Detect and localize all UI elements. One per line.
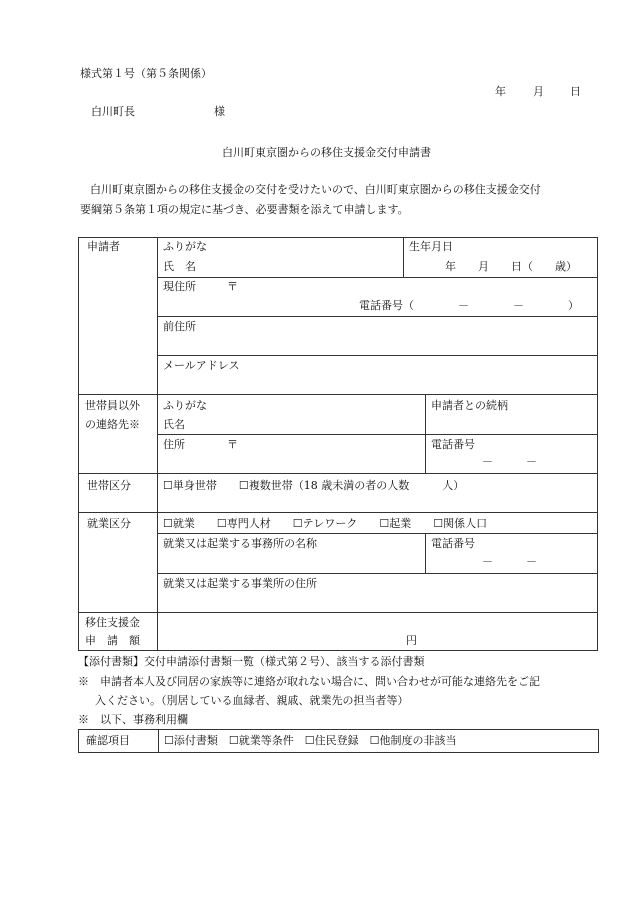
applicant-furigana-label: ふりがな [163,240,207,253]
applicant-name-label: 氏 名 [163,260,196,273]
support-label-1: 移住支援金 [85,616,140,629]
office-name-label: 就業又は起業する事務所の名称 [163,537,317,550]
applicant-phone-field[interactable]: 電話番号（ － － ） [359,299,579,312]
contact-relation-label: 申請者との続柄 [431,399,508,412]
birthdate-format: 年 月 日（ 歳） [445,260,577,273]
office-phone-dashes: － － [482,555,537,568]
office-use-label: 確認項目 [86,734,130,747]
contact-furigana-label: ふりがな [163,399,207,412]
office-address-label: 就業又は起業する事業所の住所 [163,577,317,590]
birthdate-label: 生年月日 [409,240,453,253]
date-month: 月 [533,85,544,98]
previous-address-label: 前住所 [163,320,196,333]
honorific: 様 [214,105,225,118]
current-address-postal-mark: 〒 [227,280,238,293]
date-day: 日 [570,85,581,98]
support-label-2: 申 請 額 [85,634,140,647]
support-amount-unit: 円 [406,634,417,647]
office-use-note: ※ 以下、事務利用欄 [78,713,188,726]
contact-address-label: 住所 [163,438,185,451]
contact-phone-label: 電話番号 [431,438,475,451]
contact-note-line-2: 入ください。（別居している血縁者、親戚、就業先の担当者等） [95,694,409,707]
office-use-table [78,729,599,753]
household-options[interactable]: ☐単身世帯 ☐複数世帯（18 歳未満の者の人数 人） [163,479,465,492]
current-address-label: 現住所 [163,280,196,293]
contact-name-label: 氏名 [163,418,185,431]
employment-section-label: 就業区分 [87,517,131,530]
email-label: メールアドレス [163,359,240,372]
office-phone-label: 電話番号 [431,537,475,550]
contact-phone-dashes: － － [482,455,537,468]
office-use-checks[interactable]: ☐添付書類 ☐就業等条件 ☐住民登録 ☐他制度の非該当 [164,734,457,747]
contact-postal-mark: 〒 [227,438,238,451]
household-section-label: 世帯区分 [87,479,131,492]
form-number: 様式第１号（第５条関係） [80,67,212,80]
page-title: 白川町東京圏からの移住支援金交付申請書 [222,146,431,159]
contact-section-label-1: 世帯員以外 [85,399,140,412]
attachments-note: 【添付書類】交付申請添付書類一覧（様式第２号）、該当する添付書類 [78,655,425,668]
date-year: 年 [495,85,506,98]
applicant-section-label: 申請者 [87,240,120,253]
intro-line-2: 要綱第５条第１項の規定に基づき、必要書類を添えて申請します。 [80,203,409,216]
intro-line-1: 白川町東京圏からの移住支援金の交付を受けたいので、白川町東京圏からの移住支援金交付 [90,183,541,196]
contact-note-line-1: ※ 申請者本人及び同居の家族等に連絡が取れない場合に、問い合わせが可能な連絡先をご記 [78,675,540,688]
application-table [78,237,598,651]
addressee: 白川町長 [91,105,135,118]
contact-section-label-2: の連絡先※ [85,418,140,431]
employment-options[interactable]: ☐就業 ☐専門人材 ☐テレワーク ☐起業 ☐関係人口 [163,517,488,530]
